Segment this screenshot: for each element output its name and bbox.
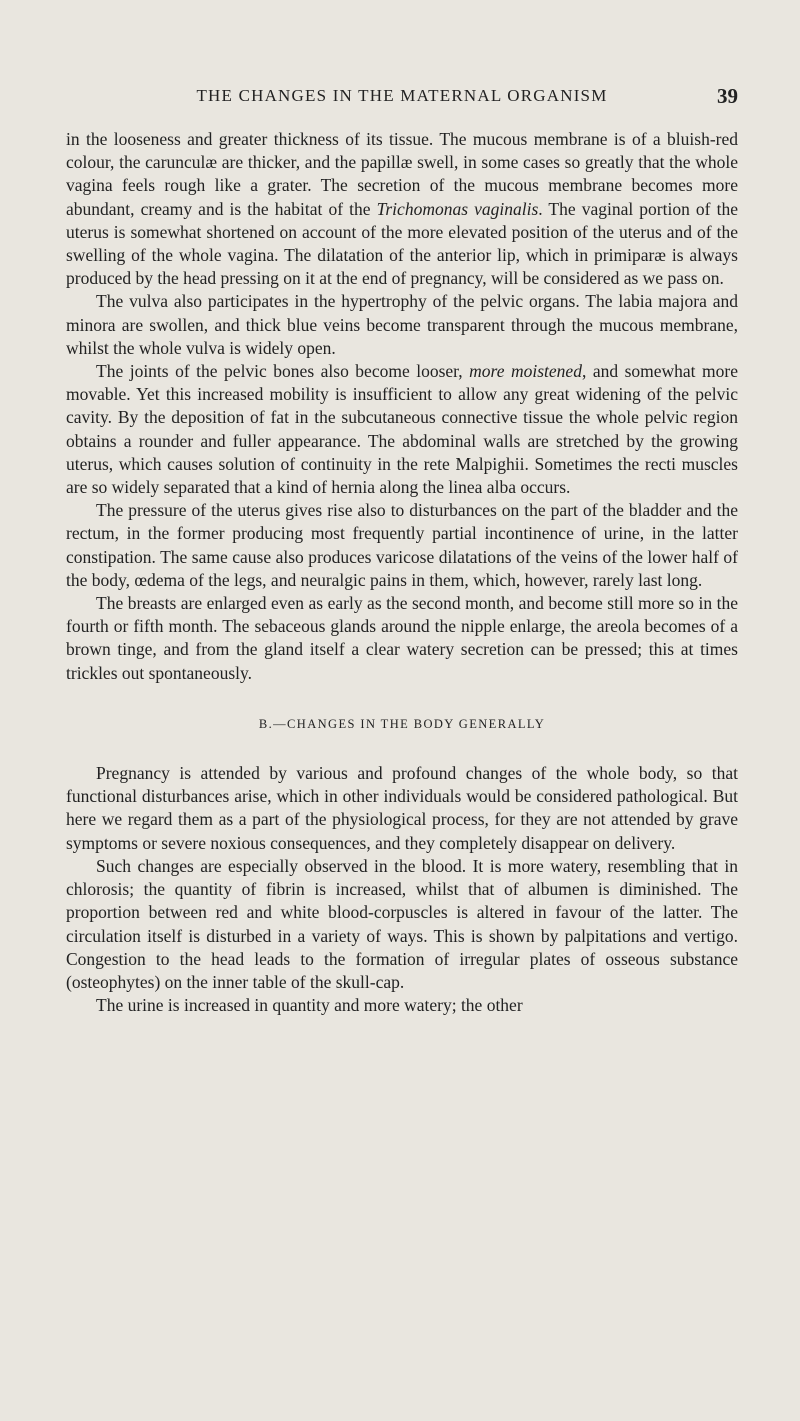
- paragraph-vulva: The vulva also participates in the hypertrophy of the pelvic organs. The labia majora and minora are swollen, and thick blue veins become transparent through the mucous membrane, whilst the whole vulva is widely open.: [66, 291, 738, 358]
- paragraph-pregnancy-changes: Pregnancy is attended by various and profound changes of the whole body, so that functional disturbances arise, which in other individuals would be considered pathological. But here we regard them as a part of the physiological process, for they are not attended by grave symptoms or severe noxious consequences, and they completely disappear on delivery.: [66, 763, 738, 853]
- running-head: [66, 86, 738, 110]
- trichomonas-term: Trichomonas vaginalis: [376, 198, 539, 219]
- paragraph-urine: The urine is increased in quantity and more watery; the other: [96, 995, 523, 1016]
- paragraph-vagina: [66, 128, 738, 290]
- more-moistened-term: more moistened: [469, 361, 582, 382]
- page-number: 39: [717, 84, 738, 108]
- running-title: THE CHANGES IN THE MATERNAL ORGANISM: [196, 86, 608, 105]
- section-heading: B.—CHANGES IN THE BODY GENERALLY: [258, 716, 546, 731]
- paragraph-breasts: The breasts are enlarged even as early as the second month, and become still more so in the fourth or fifth month. The sebaceous glands around the nipple enlarge, the areola becomes of a brown tinge, and from the gland itself a clear watery secretion can be pressed; this at times trickles out spontaneously.: [66, 593, 738, 683]
- paragraph-pelvic-joints: [66, 360, 738, 499]
- paragraph-vagina-part-1: in the looseness and greater thickness of its tissue. The mucous membrane is of a bluish-red colour, the carunculæ are thicker, and the papillæ swell, in some cases so greatly that the whole vagina feels rough like a grater. The secretion of the mucous membrane becomes more abundant, creamy and is the habitat of the: [66, 129, 738, 219]
- body-text: [66, 128, 738, 1017]
- paragraph-pressure: The pressure of the uterus gives rise also to disturbances on the part of the bladder and the rectum, in the former producing most frequently partial incontinence of urine, in the latter constipation. The same cause also produces varicose dilatations of the veins of the lower half of the body, œdema of the legs, and neuralgic pains in them, which, however, rarely last long.: [66, 500, 738, 590]
- paragraph-vagina-part-2: . The vaginal portion of the uterus is somewhat shortened on account of the more elevated position of the uterus and of the swelling of the whole vagina. The dilatation of the anterior lip, which in primiparæ is always produced by the head pressing on it at the end of pregnancy, will be considered as we pass on.: [66, 198, 738, 289]
- paragraph-pelvic-part-2: , and somewhat more movable. Yet this increased mobility is insufficient to allow any great widening of the pelvic cavity. By the deposition of fat in the subcutaneous connective tissue the whole pelvic region obtains a rounder and fuller appearance. The abdominal walls are stretched by the growing uterus, which causes solution of continuity in the rete Malpighii. Sometimes the recti muscles are so widely separated that a kind of hernia along the linea alba occurs.: [66, 361, 738, 498]
- paragraph-blood: Such changes are especially observed in the blood. It is more watery, resembling that in chlorosis; the quantity of fibrin is increased, whilst that of albumen is diminished. The proportion between red and white blood-corpuscles is altered in favour of the latter. The circulation itself is disturbed in a variety of ways. This is shown by palpitations and vertigo. Congestion to the head leads to the formation of irregular plates of osseous substance (osteophytes) on the inner table of the skull-cap.: [66, 855, 738, 992]
- paragraph-pelvic-part-1: The joints of the pelvic bones also become looser,: [96, 361, 470, 382]
